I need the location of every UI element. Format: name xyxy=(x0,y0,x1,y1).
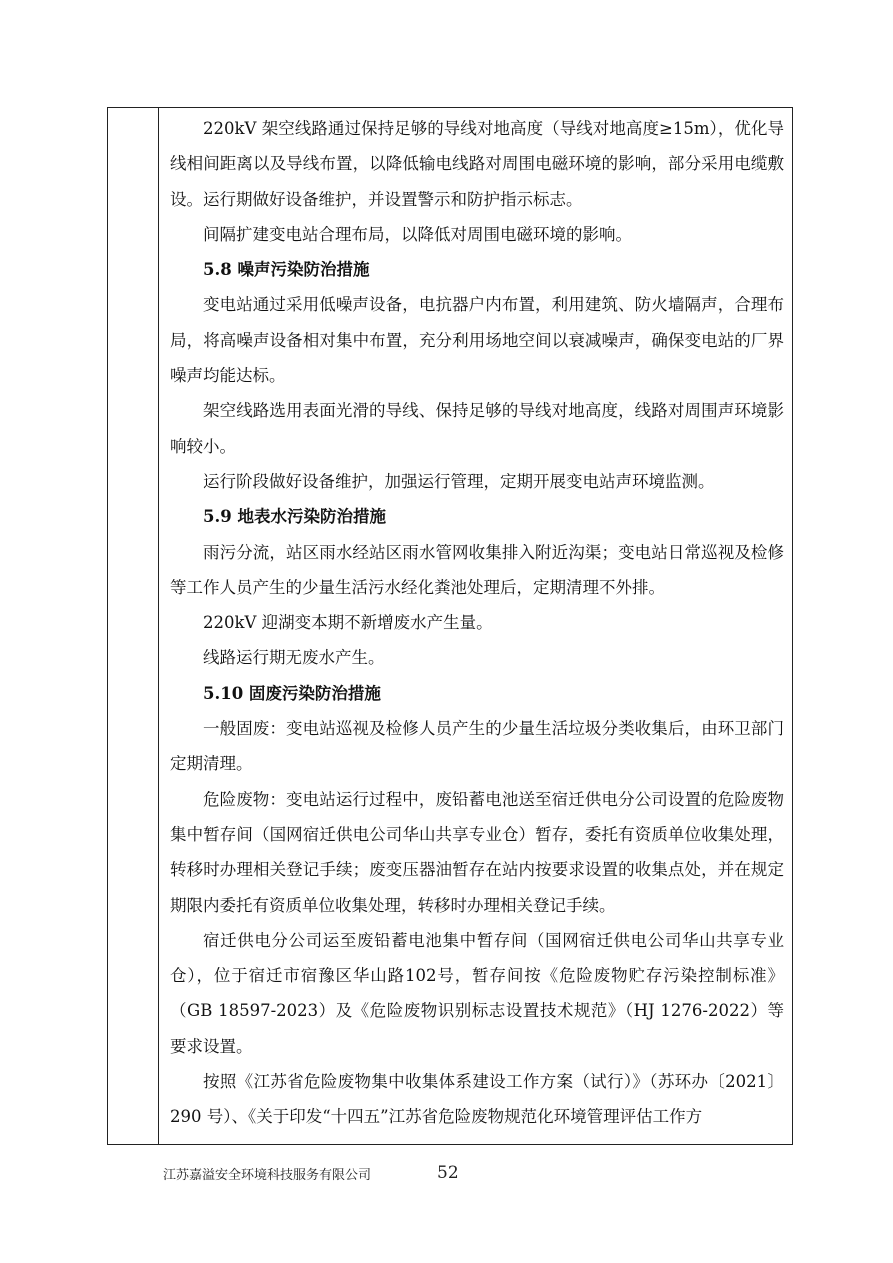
paragraph: 线路运行期无废水产生。 xyxy=(203,648,385,668)
paragraph: 变电站通过采用低噪声设备，电抗器户内布置，利用建筑、防火墙隔声，合理布局，将高噪声设备相对集中布置，充分利用场地空间以衰减噪声，确保变电站的厂界噪声均能达标。 xyxy=(170,295,784,386)
section-heading-5-9: 5.9 地表水污染防治措施 xyxy=(203,507,386,527)
paragraph: 运行阶段做好设备维护，加强运行管理，定期开展变电站声环境监测。 xyxy=(203,471,715,491)
paragraph: 间隔扩建变电站合理布局，以降低对周围电磁环境的影响。 xyxy=(203,224,632,244)
page-number: 52 xyxy=(437,1163,459,1183)
section-heading-5-8: 5.8 噪声污染防治措施 xyxy=(203,260,370,280)
column-divider xyxy=(158,108,159,1144)
section-heading-5-10: 5.10 固废污染防治措施 xyxy=(203,683,381,703)
paragraph: 按照《江苏省危险废物集中收集体系建设工作方案（试行）》（苏环办〔2021〕290 号）、《关于印发“十四五”江苏省危险废物规范化环境管理评估工作方 xyxy=(170,1072,784,1127)
paragraph: 雨污分流，站区雨水经站区雨水管网收集排入附近沟渠；变电站日常巡视及检修等工作人员产生的少量生活污水经化粪池处理后，定期清理不外排。 xyxy=(170,542,784,597)
paragraph: 危险废物：变电站运行过程中，废铅蓄电池送至宿迁供电分公司设置的危险废物集中暂存间（国网宿迁供电公司华山共享专业仓）暂存，委托有资质单位收集处理，转移时办理相关登记手续；废变压器油暂存在站内按要求设置的收集点处，并在规定期限内委托有资质单位收集处理，转移时办理相关登记手续。 xyxy=(170,789,784,915)
content-table xyxy=(107,107,793,1145)
paragraph: 一般固废：变电站巡视及检修人员产生的少量生活垃圾分类收集后，由环卫部门定期清理。 xyxy=(170,719,784,774)
paragraph: 架空线路选用表面光滑的导线、保持足够的导线对地高度，线路对周围声环境影响较小。 xyxy=(170,401,784,456)
paragraph: 220kV 架空线路通过保持足够的导线对地高度（导线对地高度≥15m），优化导线相间距离以及导线布置，以降低输电线路对周围电磁环境的影响，部分采用电缆敷设。运行期做好设备维护，并设置警示和防护指示标志。 xyxy=(170,119,784,209)
footer-company-name: 江苏嘉溢安全环境科技服务有限公司 xyxy=(163,1168,372,1183)
table-content-cell xyxy=(170,111,784,1135)
paragraph: 220kV 迎湖变本期不新增废水产生量。 xyxy=(203,613,493,633)
paragraph: 宿迁供电分公司运至废铅蓄电池集中暂存间（国网宿迁供电公司华山共享专业仓），位于宿迁市宿豫区华山路102号，暂存间按《危险废物贮存污染控制标准》（GB 18597-2023）及《危险废物识别标志设置技术规范》（HJ 1276-2022）等要求设置。 xyxy=(170,930,784,1056)
